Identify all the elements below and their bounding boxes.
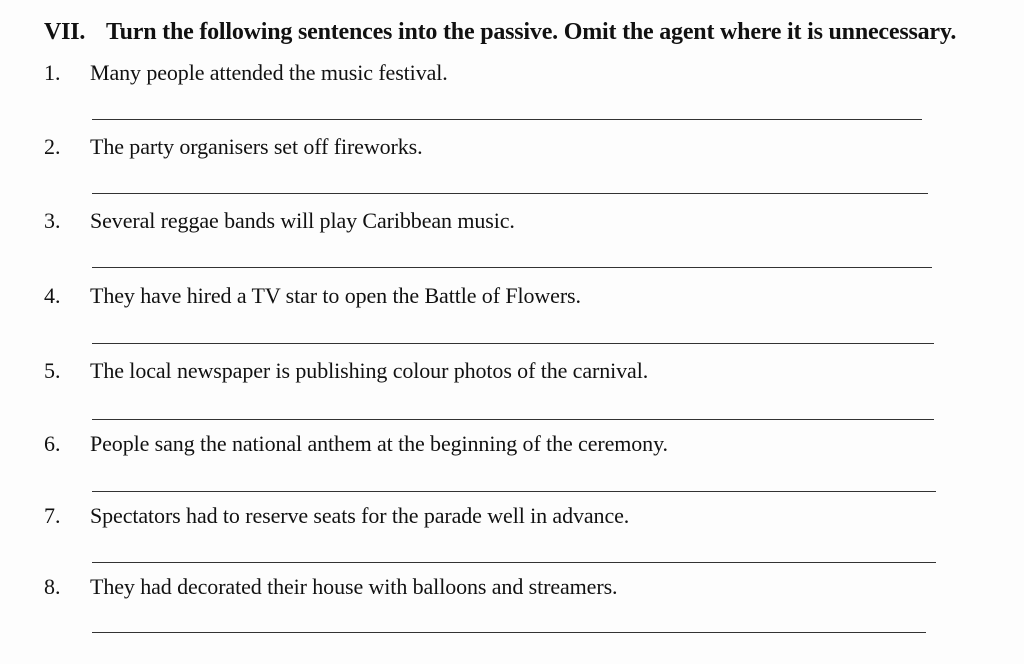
item-sentence: People sang the national anthem at the beginning of the ceremony.	[90, 431, 668, 456]
exercise-heading	[44, 16, 956, 48]
item-number: 8.	[44, 574, 61, 599]
item-sentence: Several reggae bands will play Caribbean music.	[90, 208, 515, 233]
answer-line[interactable]	[92, 267, 932, 268]
answer-line[interactable]	[92, 562, 936, 563]
item-number: 4.	[44, 283, 61, 308]
item-sentence: The party organisers set off fireworks.	[90, 134, 423, 159]
item-number: 5.	[44, 358, 61, 383]
item-sentence: Spectators had to reserve seats for the parade well in advance.	[90, 503, 630, 528]
item-number: 7.	[44, 503, 61, 528]
item-number: 2.	[44, 134, 61, 159]
exercise-number: VII.	[44, 19, 86, 45]
answer-line[interactable]	[92, 119, 922, 120]
answer-line[interactable]	[92, 343, 934, 344]
answer-line[interactable]	[92, 193, 928, 194]
item-number: 6.	[44, 431, 61, 456]
answer-line[interactable]	[92, 632, 926, 633]
item-sentence: They have hired a TV star to open the Battle of Flowers.	[90, 283, 581, 308]
item-sentence: The local newspaper is publishing colour photos of the carnival.	[90, 358, 649, 383]
exercise-instruction: Turn the following sentences into the passive. Omit the agent where it is unnecessary.	[106, 19, 957, 45]
item-number: 1.	[44, 60, 61, 85]
answer-line[interactable]	[92, 419, 934, 420]
item-number: 3.	[44, 208, 61, 233]
item-sentence: Many people attended the music festival.	[90, 60, 448, 85]
item-sentence: They had decorated their house with balloons and streamers.	[90, 574, 618, 599]
answer-line[interactable]	[92, 491, 936, 492]
